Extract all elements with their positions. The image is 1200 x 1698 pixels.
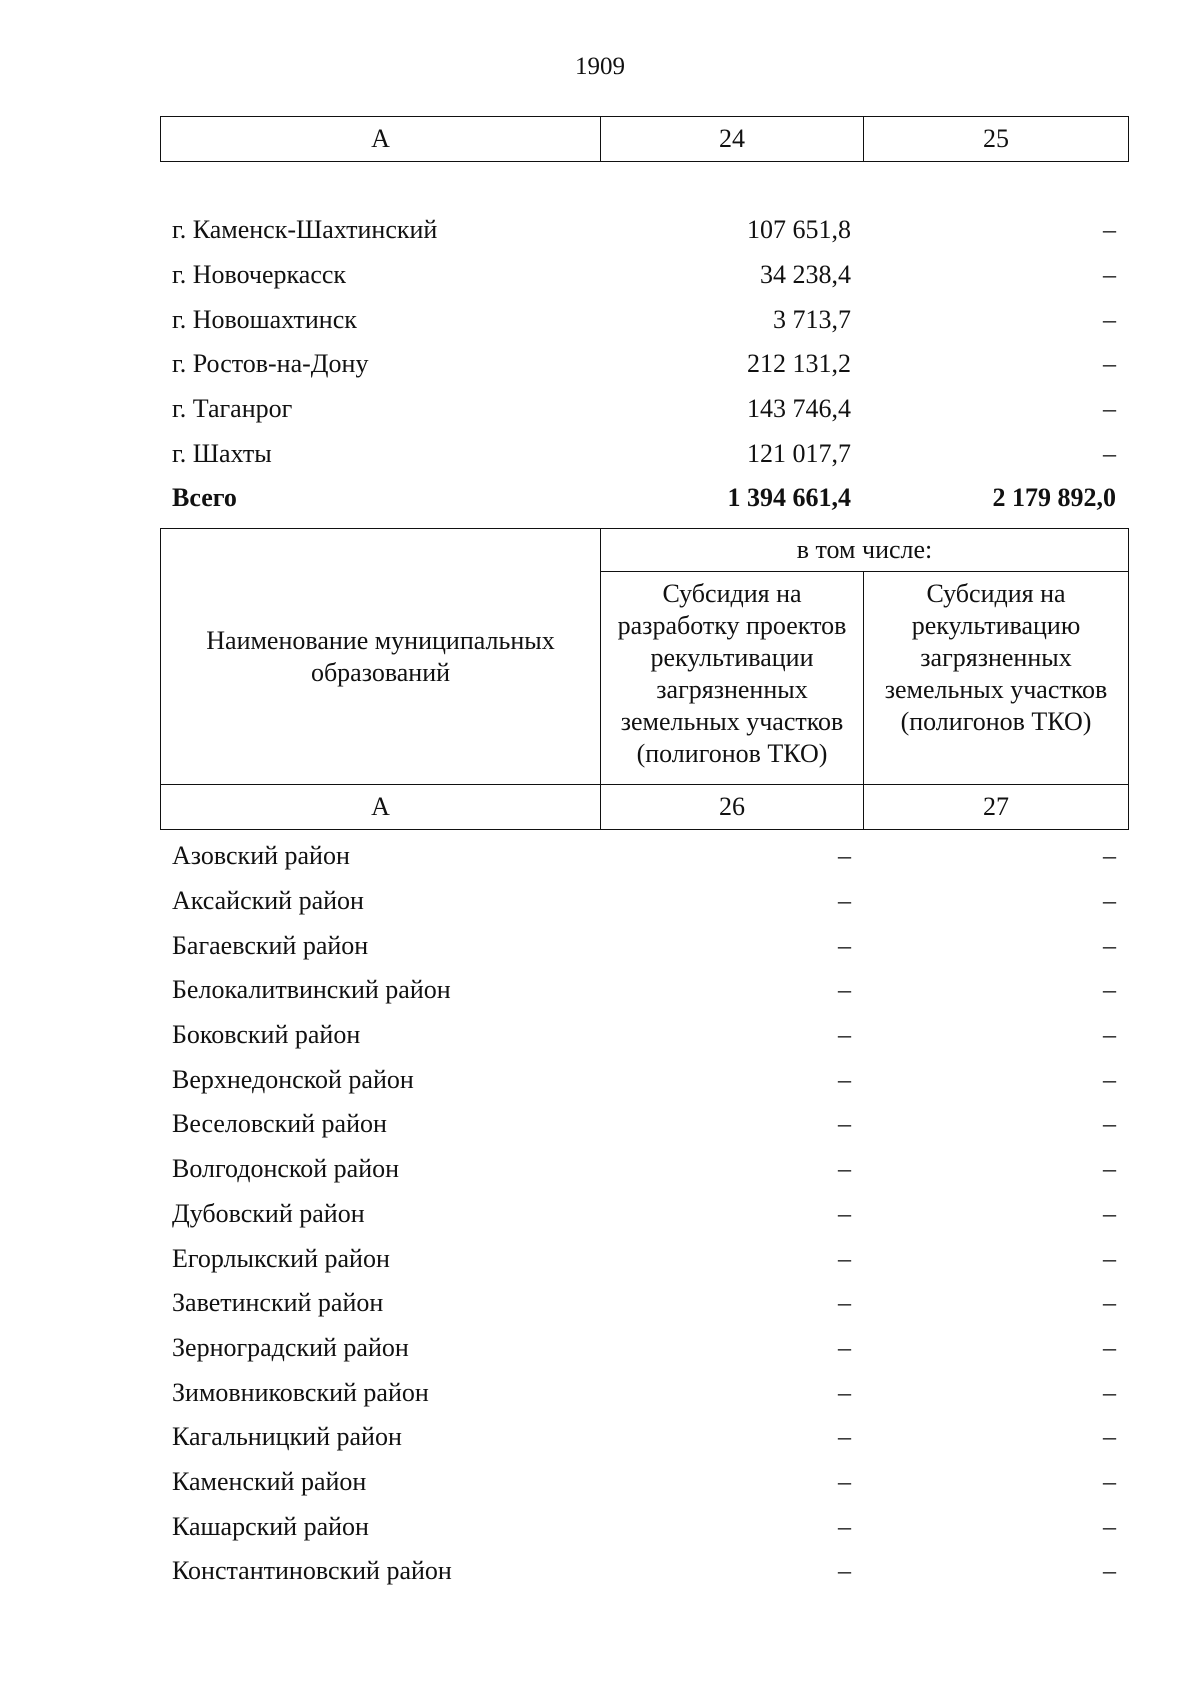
value-col-26: – xyxy=(838,1377,851,1407)
table-row xyxy=(160,1326,1128,1371)
municipality-name: Кашарский район xyxy=(172,1511,369,1541)
municipality-name: Багаевский район xyxy=(172,930,369,960)
table-row xyxy=(160,1281,1128,1326)
column-label-25: 25 xyxy=(864,117,1129,162)
column-label-27: 27 xyxy=(864,785,1129,830)
municipality-name: Каменский район xyxy=(172,1466,367,1496)
value-col-27: – xyxy=(1103,1511,1116,1541)
table-row xyxy=(160,1460,1128,1505)
value-col-26: – xyxy=(838,1109,851,1139)
table-row xyxy=(160,431,1128,476)
table-row xyxy=(160,208,1128,253)
municipality-name: г. Каменск-Шахтинский xyxy=(172,215,438,245)
value-col-26: – xyxy=(838,975,851,1005)
value-col-24: 143 746,4 xyxy=(747,394,851,424)
municipality-name: Веселовский район xyxy=(172,1109,387,1139)
column-description-header xyxy=(160,528,1129,785)
including-label: в том числе: xyxy=(601,529,1129,572)
total-value-col-24: 1 394 661,4 xyxy=(727,483,851,513)
value-col-27: – xyxy=(1103,1332,1116,1362)
municipality-name: Кагальницкий район xyxy=(172,1422,402,1452)
table-row xyxy=(160,923,1128,968)
value-col-27: – xyxy=(1103,1154,1116,1184)
value-col-27: – xyxy=(1103,1422,1116,1452)
municipality-name: Егорлыкский район xyxy=(172,1243,390,1273)
municipality-name: Волгодонской район xyxy=(172,1154,400,1184)
value-col-27: – xyxy=(1103,1377,1116,1407)
table-row xyxy=(160,342,1128,387)
table-row xyxy=(160,1549,1128,1594)
value-col-24: 34 238,4 xyxy=(760,260,851,290)
municipality-name: г. Ростов-на-Дону xyxy=(172,349,369,379)
value-col-27: – xyxy=(1103,1288,1116,1318)
value-col-27: – xyxy=(1103,1466,1116,1496)
table-row xyxy=(160,253,1128,298)
municipality-column-title xyxy=(161,529,601,785)
value-col-26: – xyxy=(838,1511,851,1541)
value-col-26: – xyxy=(838,1556,851,1586)
municipality-name: Зимовниковский район xyxy=(172,1377,429,1407)
table-row xyxy=(160,1236,1128,1281)
municipality-name: Верхнедонской район xyxy=(172,1064,414,1094)
table-row xyxy=(160,1057,1128,1102)
value-col-26: – xyxy=(838,1064,851,1094)
table-row xyxy=(160,834,1128,879)
municipality-name: г. Таганрог xyxy=(172,394,293,424)
table-row xyxy=(160,968,1128,1013)
value-col-26: – xyxy=(838,1154,851,1184)
municipality-name: г. Новошахтинск xyxy=(172,304,357,334)
table-row xyxy=(160,1192,1128,1237)
subsidy-design-column-text: Субсидия на разработку проектов рекультивации загрязненных земельных участков (полигонов ТКО) xyxy=(617,579,847,768)
column-number-header-top xyxy=(160,116,1129,162)
municipality-name: г. Новочеркасск xyxy=(172,260,347,290)
municipality-name: Константиновский район xyxy=(172,1556,452,1586)
subsidy-recultivation-column-title xyxy=(864,572,1129,785)
table-row xyxy=(160,297,1128,342)
municipality-name: Азовский район xyxy=(172,841,350,871)
page-number: 1909 xyxy=(575,53,625,80)
subsidy-design-column-title xyxy=(601,572,864,785)
municipality-name: г. Шахты xyxy=(172,438,272,468)
value-col-26: – xyxy=(838,1198,851,1228)
value-col-27: – xyxy=(1103,1109,1116,1139)
municipality-name: Аксайский район xyxy=(172,886,364,916)
municipality-name: Боковский район xyxy=(172,1020,361,1050)
value-col-24: 107 651,8 xyxy=(747,215,851,245)
value-col-26: – xyxy=(838,1020,851,1050)
value-col-24: 212 131,2 xyxy=(747,349,851,379)
value-col-27: – xyxy=(1103,1243,1116,1273)
value-col-24: 121 017,7 xyxy=(747,438,851,468)
value-col-25: – xyxy=(1103,304,1116,334)
subsidy-recultivation-column-text: Субсидия на рекультивацию загрязненных земельных участков (полигонов ТКО) xyxy=(884,579,1108,736)
value-col-24: 3 713,7 xyxy=(773,304,851,334)
value-col-25: – xyxy=(1103,438,1116,468)
value-col-27: – xyxy=(1103,1556,1116,1586)
total-row xyxy=(160,476,1128,521)
table-row xyxy=(160,1013,1128,1058)
district-rows xyxy=(160,834,1128,1594)
value-col-26: – xyxy=(838,1422,851,1452)
value-col-25: – xyxy=(1103,260,1116,290)
value-col-25: – xyxy=(1103,394,1116,424)
value-col-26: – xyxy=(838,886,851,916)
value-col-27: – xyxy=(1103,1064,1116,1094)
column-label-a: А xyxy=(161,785,601,830)
municipality-name: Белокалитвинский район xyxy=(172,975,451,1005)
value-col-27: – xyxy=(1103,841,1116,871)
table-row xyxy=(160,1370,1128,1415)
table-row xyxy=(160,1147,1128,1192)
total-value-col-25: 2 179 892,0 xyxy=(992,483,1116,513)
value-col-27: – xyxy=(1103,886,1116,916)
municipality-column-title-text: Наименование муниципальных образований xyxy=(206,625,555,687)
value-col-27: – xyxy=(1103,930,1116,960)
municipality-name: Заветинский район xyxy=(172,1288,384,1318)
value-col-25: – xyxy=(1103,215,1116,245)
value-col-26: – xyxy=(838,841,851,871)
value-col-26: – xyxy=(838,1243,851,1273)
value-col-26: – xyxy=(838,1466,851,1496)
total-label: Всего xyxy=(172,483,237,513)
table-row xyxy=(160,1102,1128,1147)
column-number-header-bottom xyxy=(160,784,1129,830)
table-row xyxy=(160,879,1128,924)
value-col-25: – xyxy=(1103,349,1116,379)
value-col-27: – xyxy=(1103,1020,1116,1050)
column-label-26: 26 xyxy=(601,785,864,830)
value-col-26: – xyxy=(838,1332,851,1362)
value-col-27: – xyxy=(1103,975,1116,1005)
city-rows xyxy=(160,208,1128,521)
municipality-name: Зерноградский район xyxy=(172,1332,409,1362)
value-col-26: – xyxy=(838,930,851,960)
table-row xyxy=(160,387,1128,432)
table-row xyxy=(160,1415,1128,1460)
column-label-a: А xyxy=(161,117,601,162)
table-row xyxy=(160,1504,1128,1549)
value-col-27: – xyxy=(1103,1198,1116,1228)
column-label-24: 24 xyxy=(601,117,864,162)
municipality-name: Дубовский район xyxy=(172,1198,365,1228)
value-col-26: – xyxy=(838,1288,851,1318)
